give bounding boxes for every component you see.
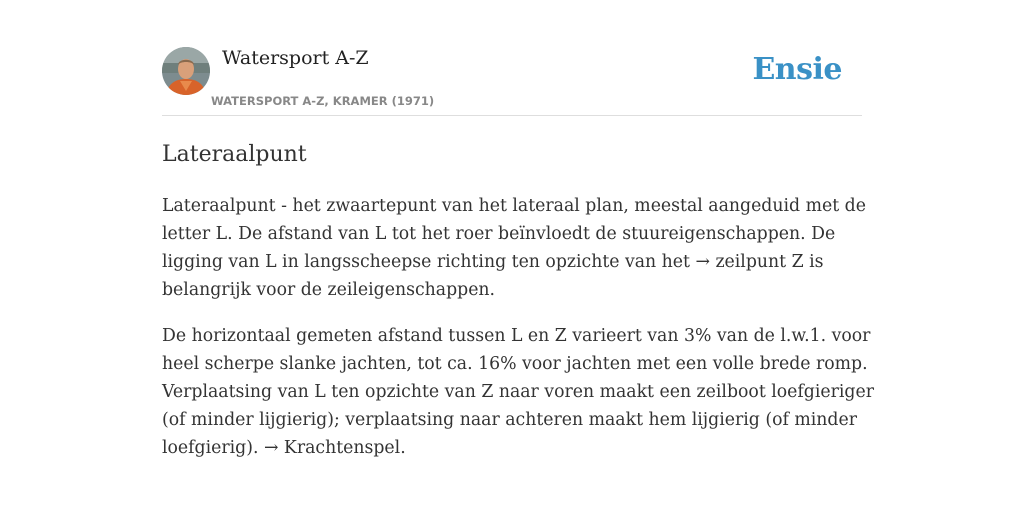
paragraph-line: ligging van L in langsscheepse richting ten opzichte van het → zeilpunt Z is xyxy=(162,252,824,272)
source-name[interactable]: Watersport A-Z xyxy=(222,47,369,69)
ensie-logo[interactable]: Ensie xyxy=(752,52,842,87)
entry-body xyxy=(162,192,874,462)
paragraph-line: letter L. De afstand van L tot het roer beïnvloedt de stuureigenschappen. De xyxy=(162,224,836,244)
header-divider xyxy=(162,115,862,116)
paragraph-line: De horizontaal gemeten afstand tussen L en Z varieert van 3% van de l.w.1. voor xyxy=(162,326,871,346)
paragraph-line: (of minder lijgierig); verplaatsing naar achteren maakt hem lijgierig (of minder xyxy=(162,410,857,430)
entry-paragraph xyxy=(162,322,874,462)
source-avatar[interactable] xyxy=(162,47,210,95)
source-subtitle[interactable]: WATERSPORT A-Z, KRAMER (1971) xyxy=(211,94,435,108)
paragraph-line: Verplaatsing van L ten opzichte van Z naar voren maakt een zeilboot loefgieriger xyxy=(162,382,874,402)
paragraph-line: heel scherpe slanke jachten, tot ca. 16% voor jachten met een volle brede romp. xyxy=(162,354,868,374)
person-avatar-icon xyxy=(162,47,210,95)
paragraph-line: belangrijk voor de zeileigenschappen. xyxy=(162,280,496,300)
entry-paragraph xyxy=(162,192,866,304)
paragraph-line: loefgierig). → Krachtenspel. xyxy=(162,438,406,458)
entry-title: Lateraalpunt xyxy=(162,142,307,167)
paragraph-line: Lateraalpunt - het zwaartepunt van het lateraal plan, meestal aangeduid met de xyxy=(162,196,866,216)
